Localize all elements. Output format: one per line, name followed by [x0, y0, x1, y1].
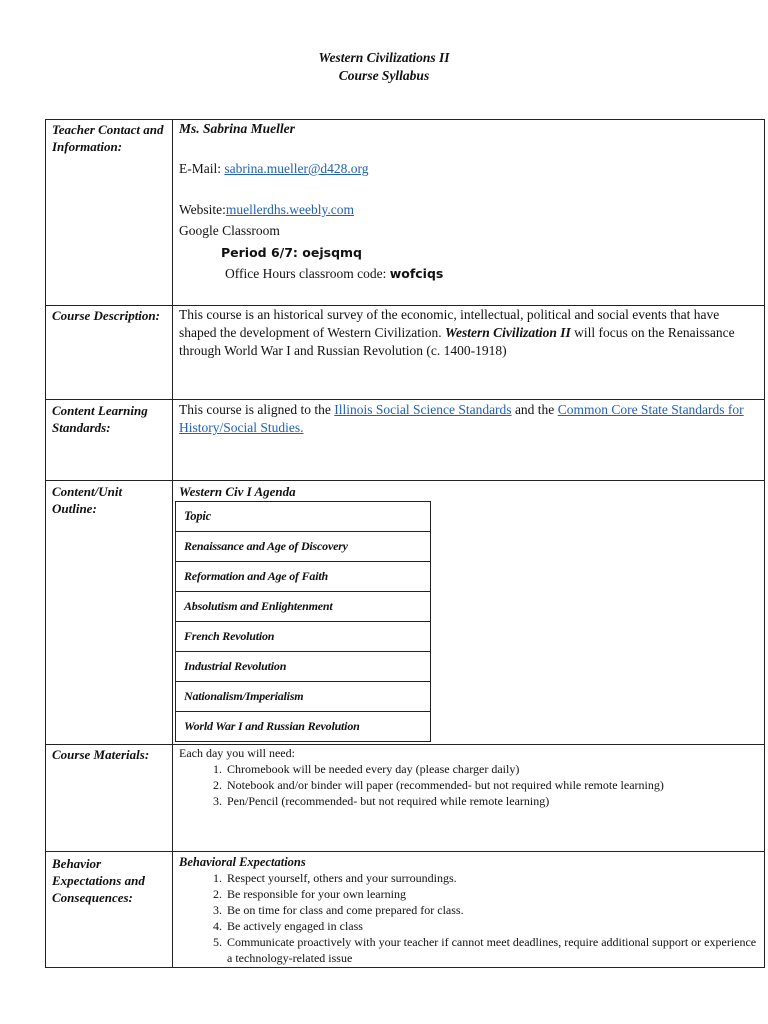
- behavior-label: Behavior Expectations and Consequences:: [52, 856, 145, 905]
- outline-label: Content/Unit Outline:: [52, 484, 123, 516]
- document-title: Western Civilizations II: [318, 50, 450, 65]
- row-divider: [46, 851, 764, 852]
- topics-table: [175, 501, 431, 742]
- teacher-info: [179, 120, 759, 283]
- topic-cell: Reformation and Age of Faith: [176, 562, 431, 592]
- row-divider: [46, 399, 764, 400]
- table-row: [176, 532, 431, 562]
- standards-middle: and the: [511, 402, 558, 417]
- list-item: 3. Be on time for class and come prepared for class.: [225, 902, 759, 918]
- topic-cell: Absolutism and Enlightenment: [176, 592, 431, 622]
- topic-cell: Renaissance and Age of Discovery: [176, 532, 431, 562]
- standards-label: Content Learning Standards:: [52, 403, 148, 435]
- table-row: [176, 712, 431, 742]
- description-label: Course Description:: [52, 308, 160, 323]
- agenda-title: Western Civ I Agenda: [179, 484, 296, 499]
- teacher-label: Teacher Contact and Information:: [52, 122, 164, 154]
- syllabus-table: [45, 119, 765, 968]
- office-hours-line: [179, 265, 759, 283]
- description-text: [179, 306, 759, 360]
- materials-label: Course Materials:: [52, 747, 150, 762]
- table-row: [176, 652, 431, 682]
- email-link[interactable]: sabrina.mueller@d428.org: [224, 161, 369, 176]
- list-item: 1. Respect yourself, others and your surroundings.: [225, 870, 759, 886]
- description-before: This course is an historical survey of the economic, intellectual, political and social events that have shaped the development of Western Civilization.: [179, 307, 720, 340]
- office-hours-code: wofciqs: [389, 266, 444, 281]
- list-item: 2. Be responsible for your own learning: [225, 886, 759, 902]
- topic-cell: World War I and Russian Revolution: [176, 712, 431, 742]
- illinois-standards-link[interactable]: Illinois Social Science Standards: [334, 402, 512, 417]
- website-link[interactable]: muellerdhs.weebly.com: [225, 202, 354, 217]
- table-row: [176, 682, 431, 712]
- website-line: [179, 201, 759, 219]
- list-item: 5. Communicate proactively with your teacher if cannot meet deadlines, require additional support or experience a technology-related issue: [225, 934, 759, 966]
- google-classroom-label: Google Classroom: [179, 223, 280, 238]
- list-item: 2. Notebook and/or binder will paper (recommended- but not required while remote learning): [225, 777, 759, 793]
- row-divider: [46, 480, 764, 481]
- materials-intro: Each day you will need:: [179, 746, 295, 760]
- common-core-link[interactable]: Common Core State Standards for History/Social Studies.: [179, 402, 744, 435]
- behavior-content: [179, 854, 759, 966]
- behavior-list: [179, 870, 759, 966]
- standards-before: This course is aligned to the: [179, 402, 335, 417]
- topic-cell: Nationalism/Imperialism: [176, 682, 431, 712]
- materials-list: [179, 761, 759, 809]
- list-item: 1. Chromebook will be needed every day (please charger daily): [225, 761, 759, 777]
- topic-header: Topic: [176, 502, 431, 532]
- topic-cell: French Revolution: [176, 622, 431, 652]
- behavior-heading: Behavioral Expectations: [179, 855, 306, 869]
- office-hours-prefix: Office Hours classroom code:: [225, 266, 390, 281]
- email-line: [179, 160, 759, 178]
- list-item: 4. Be actively engaged in class: [225, 918, 759, 934]
- document-subtitle: Course Syllabus: [338, 68, 430, 83]
- topic-cell: Industrial Revolution: [176, 652, 431, 682]
- table-row: [176, 592, 431, 622]
- standards-text: [179, 401, 759, 437]
- materials-content: [179, 745, 759, 809]
- email-prefix: E-Mail:: [179, 161, 225, 176]
- description-after: will focus on the Renaissance through World War I and Russian Revolution (c. 1400-1918): [179, 325, 735, 358]
- table-row: [176, 562, 431, 592]
- course-name: Western Civilization II: [444, 325, 571, 340]
- table-row: [176, 622, 431, 652]
- table-row: [176, 502, 431, 532]
- period-code: Period 6/7: oejsqmq: [221, 245, 362, 260]
- website-prefix: Website:: [179, 202, 226, 217]
- list-item: 3. Pen/Pencil (recommended- but not required while remote learning): [225, 793, 759, 809]
- teacher-name: Ms. Sabrina Mueller: [179, 121, 295, 136]
- column-divider: [172, 120, 173, 967]
